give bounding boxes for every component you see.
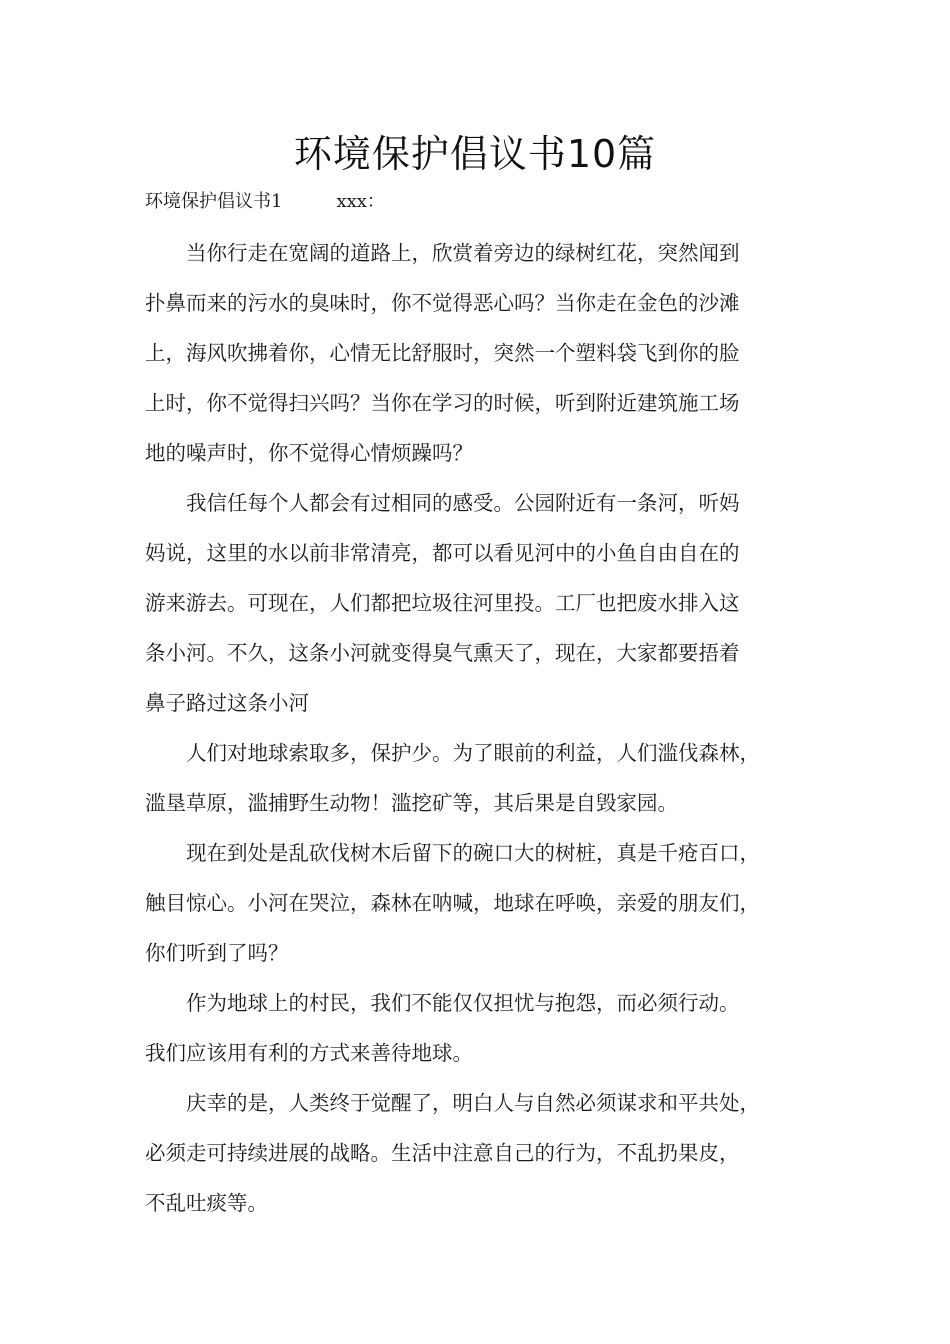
- text-line: 我们应该用有利的方式来善待地球。: [145, 1041, 473, 1065]
- text-line: 鼻子路过这条小河: [145, 691, 309, 715]
- text-line: 滥垦草原，滥捕野生动物！滥挖矿等，其后果是自毁家园。: [145, 791, 678, 815]
- paragraph: [145, 828, 817, 978]
- text-line: 地的噪声时，你不觉得心情烦躁吗？: [145, 441, 473, 465]
- text-line: 现在到处是乱砍伐树木后留下的碗口大的树桩，真是千疮百口，: [186, 841, 760, 865]
- text-line: 触目惊心。小河在哭泣，森林在呐喊，地球在呼唤，亲爱的朋友们，: [145, 891, 760, 915]
- text-line: 妈说，这里的水以前非常清亮，都可以看见河中的小鱼自由自在的: [145, 541, 740, 565]
- text-line: 人们对地球索取多，保护少。为了眼前的利益，人们滥伐森林，: [186, 741, 760, 765]
- letter-subheading: [145, 188, 385, 216]
- document-title: 环境保护倡议书10篇: [293, 132, 657, 176]
- text-line: 作为地球上的村民，我们不能仅仅担忧与抱怨，而必须行动。: [186, 991, 740, 1015]
- document-body: [145, 228, 817, 1228]
- text-line: 上，海风吹拂着你，心情无比舒服时，突然一个塑料袋飞到你的脸: [145, 341, 740, 365]
- paragraph: [145, 728, 817, 828]
- paragraph: [145, 228, 817, 478]
- text-line: 你们听到了吗？: [145, 941, 289, 965]
- text-line: 游来游去。可现在，人们都把垃圾往河里投。工厂也把废水排入这: [145, 591, 740, 615]
- letter-label: 环境保护倡议书1: [145, 191, 283, 212]
- paragraph: [145, 978, 817, 1078]
- paragraph: [145, 478, 817, 728]
- text-line: 庆幸的是，人类终于觉醒了，明白人与自然必须谋求和平共处，: [186, 1091, 760, 1115]
- text-line: 我信任每个人都会有过相同的感受。公园附近有一条河，听妈: [186, 491, 740, 515]
- text-line: 当你行走在宽阔的道路上，欣赏着旁边的绿树红花，突然闻到: [186, 241, 740, 265]
- text-line: 扑鼻而来的污水的臭味时，你不觉得恶心吗？当你走在金色的沙滩: [145, 291, 740, 315]
- text-line: 条小河。不久，这条小河就变得臭气熏天了，现在，大家都要捂着: [145, 641, 740, 665]
- letter-addressee: xxx：: [336, 191, 385, 212]
- text-line: 不乱吐痰等。: [145, 1191, 268, 1215]
- text-line: 上时，你不觉得扫兴吗？当你在学习的时候，听到附近建筑施工场: [145, 391, 740, 415]
- paragraph: [145, 1078, 817, 1228]
- text-line: 必须走可持续进展的战略。生活中注意自己的行为，不乱扔果皮，: [145, 1141, 740, 1165]
